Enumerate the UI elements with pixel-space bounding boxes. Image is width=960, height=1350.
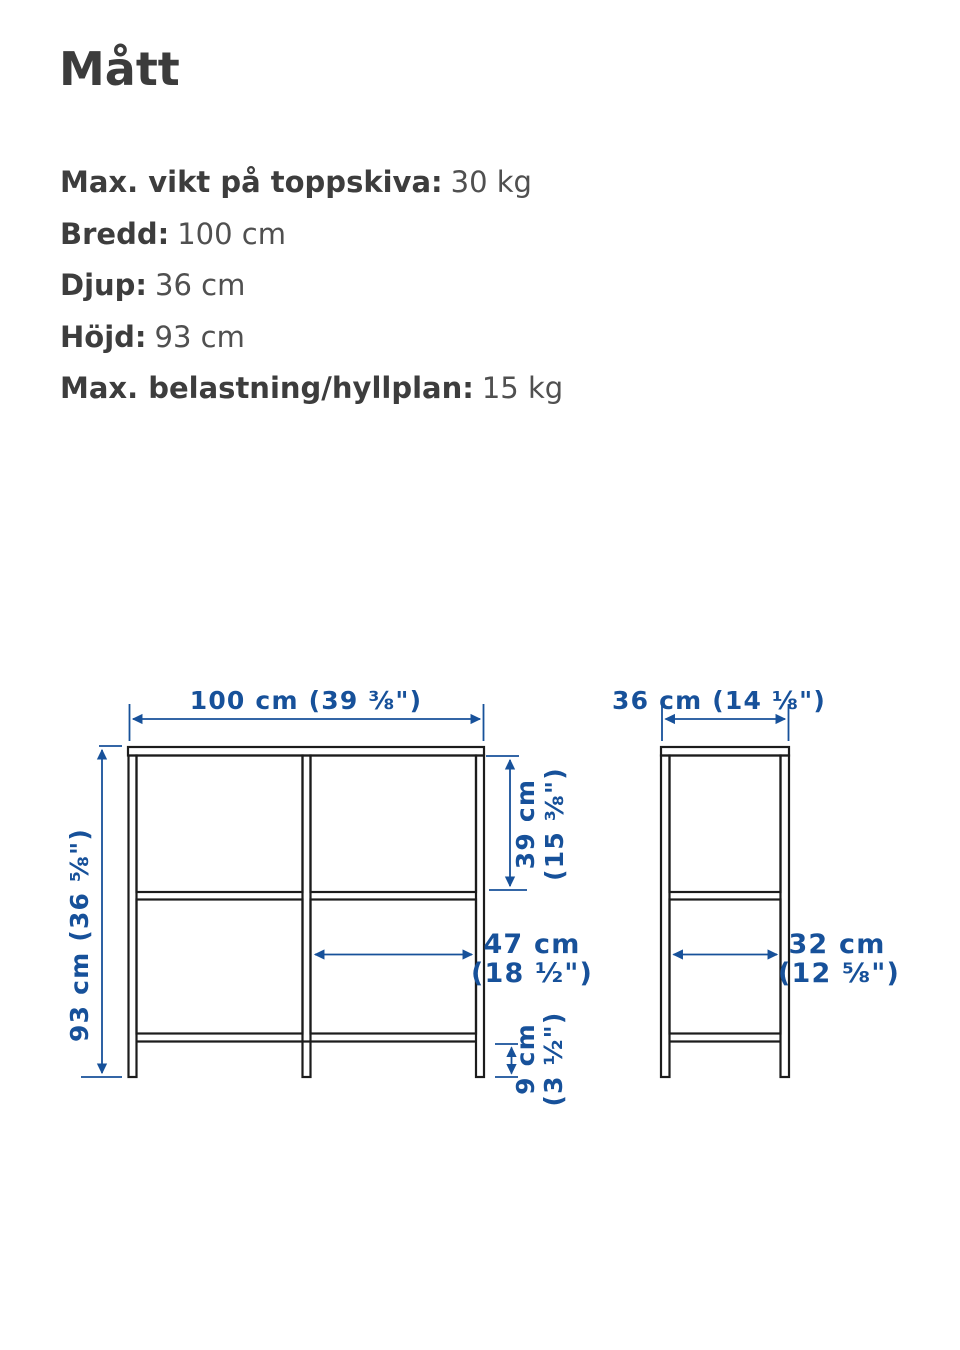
- spec-row-width: [60, 209, 563, 261]
- side-left-leg: [661, 756, 670, 1078]
- front-inner-width-label-line2: (18 ½"): [470, 958, 594, 989]
- spec-row-max-shelf-load: [60, 363, 563, 415]
- front-center-leg: [303, 756, 311, 1078]
- spec-label: Höjd:: [60, 319, 147, 354]
- side-inner-depth-label-line2: (12 ⅝"): [777, 958, 901, 989]
- front-width-label: 100 cm (39 ⅜"): [189, 686, 423, 715]
- spec-label: Max. vikt på toppskiva:: [60, 165, 443, 199]
- front-dimensions: [81, 704, 527, 1077]
- front-view-drawing: [128, 747, 484, 1077]
- front-top-panel: [128, 747, 484, 756]
- spec-row-height: [60, 312, 563, 364]
- front-shelf-gap-label-line1: 39 cm: [511, 778, 540, 870]
- side-top-panel: [661, 747, 789, 756]
- spec-value: 15 kg: [481, 371, 564, 405]
- spec-label: Bredd:: [60, 216, 170, 251]
- side-view-drawing: [661, 747, 789, 1077]
- front-shelf-gap-label-line2: (15 ⅜"): [540, 767, 569, 881]
- spec-row-max-top-weight: [60, 157, 563, 209]
- spec-value: 100 cm: [177, 216, 286, 251]
- spec-label: Max. belastning/hyllplan:: [60, 371, 474, 405]
- spec-value: 93 cm: [154, 319, 245, 354]
- front-height-label: 93 cm (36 ⅝"): [65, 828, 94, 1042]
- front-inner-width-label-line1: 47 cm: [483, 929, 581, 960]
- front-right-leg: [476, 756, 484, 1078]
- side-dimensions: [662, 704, 789, 955]
- page-title: Mått: [59, 42, 180, 96]
- spec-label: Djup:: [60, 268, 148, 302]
- side-right-leg: [781, 756, 790, 1078]
- front-lower-left-compartment: [137, 900, 303, 1034]
- side-depth-label: 36 cm (14 ⅛"): [612, 686, 826, 715]
- front-upper-left-compartment: [137, 756, 303, 893]
- spec-row-depth: [60, 260, 563, 312]
- front-lower-right-compartment: [311, 900, 477, 1034]
- dimension-drawing: [0, 655, 960, 1145]
- front-clearance-label-line1: 9 cm: [511, 1023, 540, 1095]
- front-clearance-label-line2: (3 ½"): [539, 1011, 568, 1107]
- side-lower-compartment: [670, 900, 781, 1034]
- side-upper-compartment: [670, 756, 781, 893]
- spec-list: [60, 157, 563, 415]
- front-left-leg: [129, 756, 137, 1078]
- side-inner-depth-label-line1: 32 cm: [788, 929, 886, 960]
- spec-value: 30 kg: [450, 165, 532, 199]
- front-upper-right-compartment: [311, 756, 477, 893]
- spec-value: 36 cm: [155, 268, 246, 302]
